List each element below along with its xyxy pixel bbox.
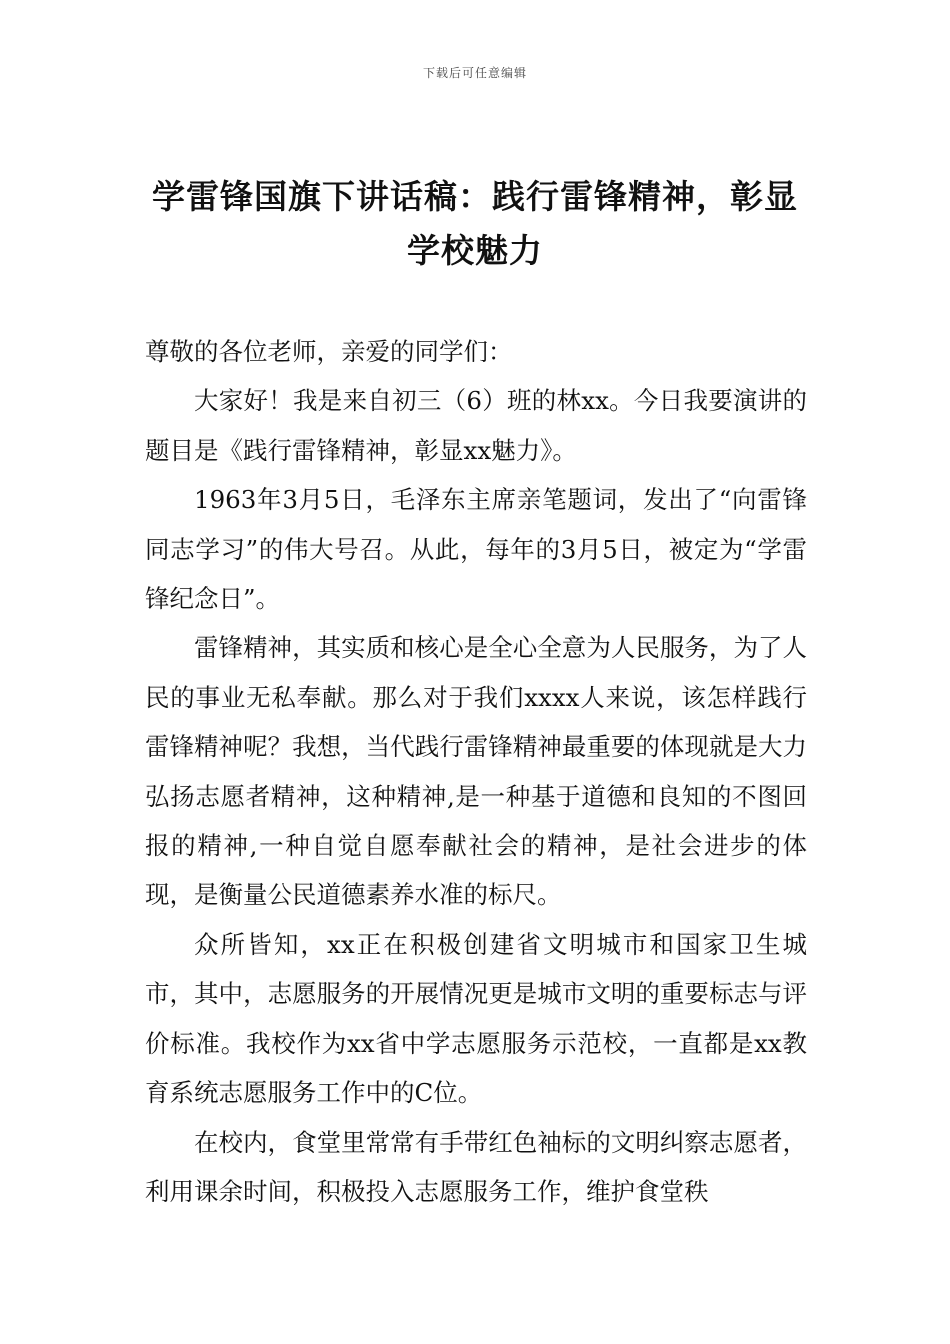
- paragraph-history: 1963年3月5日，毛泽东主席亲笔题词，发出了“向雷锋同志学习”的伟大号召。从此，每年的3月5日，被定为“学雷锋纪念日”。: [145, 485, 807, 614]
- paragraph-campus-volunteers: 在校内，食堂里常常有手带红色袖标的文明纠察志愿者，利用课余时间，积极投入志愿服务工作，维护食堂秩: [145, 1127, 807, 1206]
- paragraph-city-volunteering: 众所皆知，xx正在积极创建省文明城市和国家卫生城市，其中，志愿服务的开展情况更是城市文明的重要标志与评价标准。我校作为xx省中学志愿服务示范校，一直都是xx教育系统志愿服务工作中的C位。: [145, 929, 807, 1108]
- paragraph-introduction: 大家好！我是来自初三（6）班的林xx。今日我要演讲的题目是《践行雷锋精神，彰显xx魅力》。: [145, 386, 807, 465]
- document-title: 学雷锋国旗下讲话稿：践行雷锋精神，彰显学校魅力: [152, 177, 798, 270]
- paragraph-lei-feng-spirit: 雷锋精神，其实质和核心是全心全意为人民服务，为了人民的事业无私奉献。那么对于我们xxxx人来说，该怎样践行雷锋精神呢？我想，当代践行雷锋精神最重要的体现就是大力弘扬志愿者精神，这种精神,是一种基于道德和良知的不图回报的精神,一种自觉自愿奉献社会的精神，是社会进步的体现，是衡量公民道德素养水准的标尺。: [145, 633, 807, 910]
- salutation: 尊敬的各位老师，亲爱的同学们：: [145, 337, 513, 366]
- document-body: [145, 327, 807, 1216]
- page-header-note: 下载后可任意编辑: [422, 66, 527, 80]
